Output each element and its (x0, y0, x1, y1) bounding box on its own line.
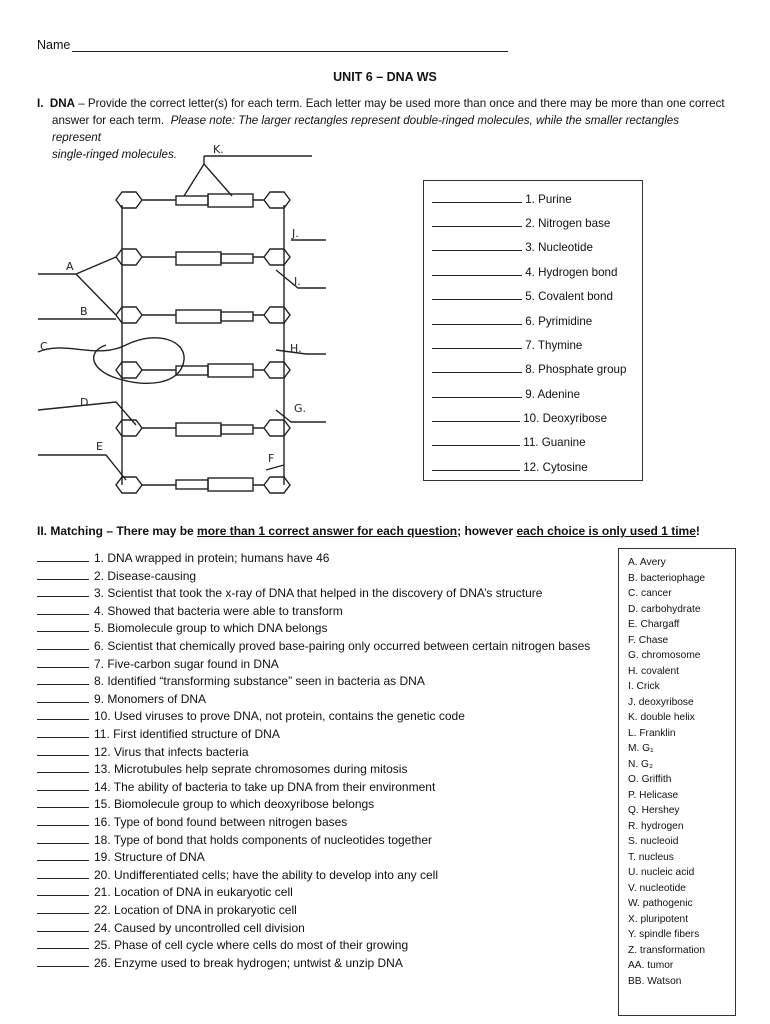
choice-item: J. deoxyribose (628, 696, 694, 708)
answer-blank[interactable] (432, 288, 522, 300)
answer-blank[interactable] (37, 673, 89, 685)
choice-item: Y. spindle fibers (628, 929, 700, 940)
choice-item: E. Chargaff (628, 619, 680, 630)
answer-blank[interactable] (37, 902, 89, 914)
term-item: 9. Adenine (432, 386, 580, 402)
diagram-label-d: D (80, 396, 89, 409)
part1-instruction: – Provide the correct letter(s) for each term. Each letter may be used more than once and there may be more than one correct (75, 97, 725, 110)
choice-item: I. Crick (628, 681, 660, 692)
question-item: 8. Identified “transforming substance” seen in bacteria as DNA (37, 673, 425, 691)
diagram-label-h: H. (290, 342, 302, 355)
question-item: 15. Biomolecule group to which deoxyribose belongs (37, 796, 374, 814)
choice-item: H. covalent (628, 665, 679, 677)
choice-item: K. double helix (628, 712, 695, 723)
answer-blank[interactable] (432, 434, 520, 446)
part1-instruction-2: answer for each term. (52, 114, 165, 127)
choice-item: BB. Watson (628, 975, 682, 987)
question-item: 19. Structure of DNA (37, 849, 205, 867)
diagram-label-f: F (268, 452, 275, 465)
question-item: 16. Type of bond found between nitrogen bases (37, 814, 347, 832)
question-item: 20. Undifferentiated cells; have the ability to develop into any cell (37, 867, 438, 885)
answer-blank[interactable] (37, 744, 89, 756)
question-item: 26. Enzyme used to break hydrogen; untwist & unzip DNA (37, 955, 403, 973)
part2-heading: II. Matching – There may be more than 1 correct answer for each question; however each choice is only used 1 time! (37, 524, 700, 538)
question-item: 11. First identified structure of DNA (37, 726, 280, 744)
term-item: 7. Thymine (432, 337, 582, 353)
term-item: 5. Covalent bond (432, 288, 613, 304)
choice-item: F. Chase (628, 634, 669, 646)
part1-roman: I. (37, 97, 44, 110)
diagram-label-b: B (80, 305, 88, 318)
question-item: 5. Biomolecule group to which DNA belongs (37, 620, 327, 638)
terms-box (423, 180, 643, 481)
answer-blank[interactable] (37, 761, 89, 773)
answer-blank[interactable] (37, 708, 89, 720)
answer-blank[interactable] (432, 361, 522, 373)
diagram-label-g: G. (294, 402, 307, 415)
choice-item: C. cancer (628, 588, 672, 599)
choice-item: O. Griffith (628, 774, 672, 785)
part1-heading: DNA (49, 97, 76, 110)
choice-item: S. nucleoid (628, 836, 679, 847)
question-item: 12. Virus that infects bacteria (37, 744, 249, 762)
choice-item: P. Helicase (628, 789, 679, 801)
choice-item: G. chromosome (628, 650, 701, 661)
answer-blank[interactable] (432, 313, 522, 325)
answer-blank[interactable] (432, 337, 522, 349)
term-item: 1. Purine (432, 191, 572, 207)
dna-diagram (36, 140, 326, 510)
question-item: 21. Location of DNA in eukaryotic cell (37, 884, 293, 902)
question-item: 25. Phase of cell cycle where cells do most of their growing (37, 937, 408, 955)
name-blank[interactable] (72, 38, 508, 52)
answer-blank[interactable] (37, 620, 89, 632)
diagram-label-j: J. (292, 227, 299, 240)
choice-item: B. bacteriophage (628, 572, 706, 584)
question-item: 13. Microtubules help seprate chromosomes during mitosis (37, 761, 407, 779)
answer-blank[interactable] (37, 832, 89, 844)
answer-blank[interactable] (432, 264, 522, 276)
term-item: 8. Phosphate group (432, 361, 626, 377)
answer-blank[interactable] (37, 955, 89, 967)
question-item: 9. Monomers of DNA (37, 691, 206, 709)
term-item: 11. Guanine (432, 434, 586, 450)
term-item: 6. Pyrimidine (432, 313, 592, 329)
answer-blank[interactable] (37, 884, 89, 896)
part1-note-2: single-ringed molecules. (52, 148, 178, 161)
answer-blank[interactable] (37, 867, 89, 879)
page-title: UNIT 6 – DNA WS (333, 70, 437, 84)
choice-item: A. Avery (628, 557, 666, 568)
answer-blank[interactable] (37, 814, 89, 826)
diagram-label-i: I. (294, 275, 301, 288)
answer-blank[interactable] (37, 550, 89, 562)
diagram-label-c: C (40, 340, 48, 353)
choice-item: M. G₁ (628, 743, 654, 754)
diagram-label-e: E (96, 440, 103, 453)
answer-blank[interactable] (37, 638, 89, 650)
choice-item: R. hydrogen (628, 820, 684, 832)
diagram-label-a: A (66, 260, 74, 273)
question-item: 22. Location of DNA in prokaryotic cell (37, 902, 297, 920)
answer-blank[interactable] (37, 656, 89, 668)
choice-item: N. G₂ (628, 758, 653, 770)
answer-blank[interactable] (37, 585, 89, 597)
term-item: 4. Hydrogen bond (432, 264, 617, 280)
choice-item: V. nucleotide (628, 882, 686, 894)
question-item: 24. Caused by uncontrolled cell division (37, 920, 305, 938)
term-item: 10. Deoxyribose (432, 410, 607, 426)
choice-item: Q. Hershey (628, 805, 680, 816)
term-item: 3. Nucleotide (432, 239, 593, 255)
choice-item: U. nucleic acid (628, 867, 695, 878)
answer-blank[interactable] (432, 215, 522, 227)
choices-box (618, 548, 736, 1016)
choice-item: W. pathogenic (628, 898, 693, 909)
question-item: 4. Showed that bacteria were able to transform (37, 603, 343, 621)
answer-blank[interactable] (432, 386, 522, 398)
choice-item: X. pluripotent (628, 913, 689, 925)
choice-item: AA. tumor (628, 960, 674, 971)
answer-blank[interactable] (37, 779, 89, 791)
answer-blank[interactable] (37, 726, 89, 738)
term-item: 2. Nitrogen base (432, 215, 610, 231)
answer-blank[interactable] (37, 691, 89, 703)
term-item: 12. Cytosine (432, 459, 588, 475)
choice-item: Z. transformation (628, 944, 705, 956)
question-item: 3. Scientist that took the x-ray of DNA that helped in the discovery of DNA’s structure (37, 585, 542, 603)
part1-note: Please note: The larger rectangles represent double-ringed molecules, while the smaller rectangles represent (52, 114, 680, 144)
answer-blank[interactable] (37, 603, 89, 615)
question-item: 6. Scientist that chemically proved base-pairing only occurred between certain nitrogen bases (37, 638, 590, 656)
answer-blank[interactable] (432, 191, 522, 203)
answer-blank[interactable] (432, 410, 520, 422)
choice-item: L. Franklin (628, 727, 676, 739)
answer-blank[interactable] (37, 849, 89, 861)
question-item: 18. Type of bond that holds components of nucleotides together (37, 832, 432, 850)
answer-blank[interactable] (37, 937, 89, 949)
question-item: 2. Disease-causing (37, 568, 196, 586)
question-item: 10. Used viruses to prove DNA, not protein, contains the genetic code (37, 708, 465, 726)
name-label: Name (37, 38, 71, 52)
question-item: 1. DNA wrapped in protein; humans have 46 (37, 550, 329, 568)
name-field[interactable] (37, 38, 508, 52)
answer-blank[interactable] (432, 239, 522, 251)
answer-blank[interactable] (37, 796, 89, 808)
answer-blank[interactable] (432, 459, 520, 471)
diagram-label-k: K. (213, 143, 224, 156)
answer-blank[interactable] (37, 920, 89, 932)
answer-blank[interactable] (37, 568, 89, 580)
question-item: 7. Five-carbon sugar found in DNA (37, 656, 279, 674)
choice-item: T. nucleus (628, 851, 674, 863)
question-item: 14. The ability of bacteria to take up DNA from their environment (37, 779, 435, 797)
choice-item: D. carbohydrate (628, 603, 701, 615)
